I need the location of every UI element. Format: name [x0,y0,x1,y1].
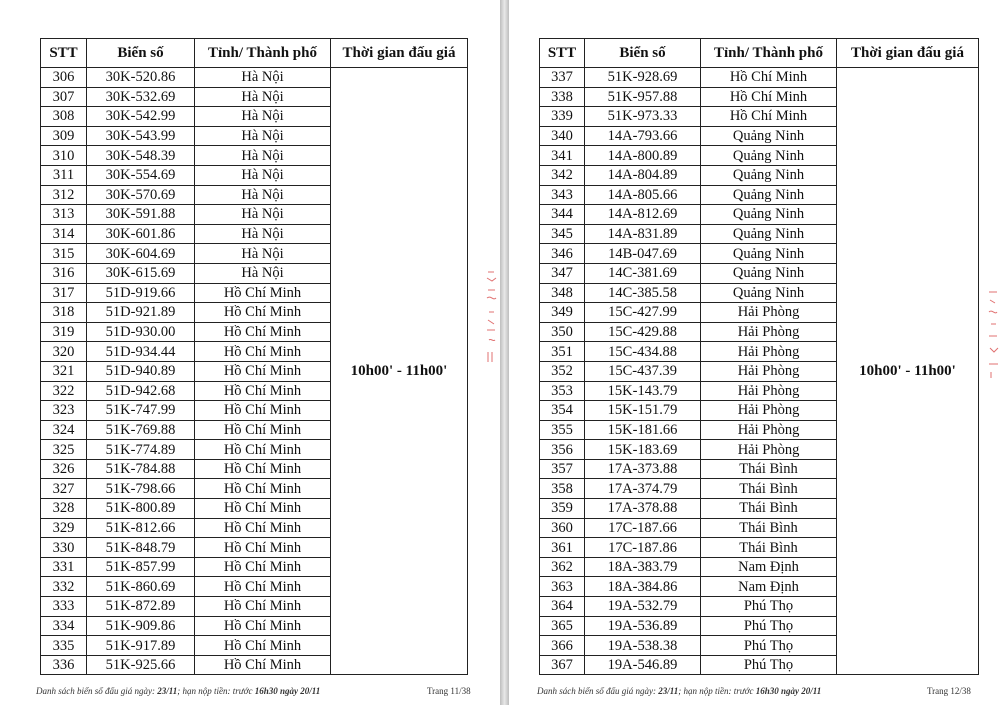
cell-province: Thái Bình [701,518,837,538]
cell-province: Hồ Chí Minh [195,459,331,479]
cell-plate: 51K-857.99 [87,557,195,577]
footer-note-right [537,686,821,696]
cell-stt: 347 [540,263,585,283]
cell-stt: 311 [41,165,87,185]
cell-plate: 51K-774.89 [87,440,195,460]
header-province: Tỉnh/ Thành phố [195,39,331,68]
cell-plate: 14A-800.89 [585,146,701,166]
table-header-row [540,39,979,68]
cell-plate: 19A-538.38 [585,636,701,656]
footer-deadline: 16h30 ngày 20/11 [254,686,321,696]
cell-plate: 30K-554.69 [87,165,195,185]
cell-stt: 341 [540,146,585,166]
cell-stt: 309 [41,126,87,146]
cell-plate: 51K-957.88 [585,87,701,107]
header-province: Tỉnh/ Thành phố [701,39,837,68]
cell-plate: 51K-925.66 [87,655,195,675]
cell-province: Hồ Chí Minh [195,577,331,597]
cell-province: Hồ Chí Minh [195,401,331,421]
cell-plate: 30K-548.39 [87,146,195,166]
cell-plate: 51D-921.89 [87,303,195,323]
cell-province: Quảng Ninh [701,263,837,283]
table-row [41,68,468,88]
cell-stt: 338 [540,87,585,107]
plate-table-right [539,38,979,675]
cell-province: Hồ Chí Minh [195,303,331,323]
cell-stt: 310 [41,146,87,166]
cell-stt: 320 [41,342,87,362]
cell-province: Hà Nội [195,224,331,244]
cell-plate: 51K-798.66 [87,479,195,499]
cell-stt: 319 [41,322,87,342]
cell-stt: 367 [540,655,585,675]
cell-province: Hải Phòng [701,303,837,323]
cell-province: Quảng Ninh [701,185,837,205]
cell-plate: 15K-183.69 [585,440,701,460]
cell-province: Phú Thọ [701,616,837,636]
cell-plate: 17C-187.86 [585,538,701,558]
cell-plate: 30K-570.69 [87,185,195,205]
cell-plate: 51K-928.69 [585,68,701,88]
cell-plate: 15C-427.99 [585,303,701,323]
cell-province: Phú Thọ [701,636,837,656]
header-plate: Biển số [585,39,701,68]
cell-plate: 30K-604.69 [87,244,195,264]
cell-stt: 344 [540,205,585,225]
cell-stt: 335 [41,636,87,656]
cell-stt: 351 [540,342,585,362]
cell-province: Hồ Chí Minh [195,616,331,636]
header-time: Thời gian đấu giá [331,39,468,68]
cell-stt: 322 [41,381,87,401]
cell-stt: 306 [41,68,87,88]
cell-plate: 51D-919.66 [87,283,195,303]
cell-stt: 357 [540,459,585,479]
cell-province: Hà Nội [195,68,331,88]
cell-stt: 361 [540,538,585,558]
cell-plate: 51K-917.89 [87,636,195,656]
cell-plate: 30K-532.69 [87,87,195,107]
cell-plate: 19A-532.79 [585,597,701,617]
cell-province: Quảng Ninh [701,146,837,166]
cell-stt: 330 [41,538,87,558]
cell-province: Thái Bình [701,538,837,558]
cell-province: Hà Nội [195,244,331,264]
table-body-right [540,68,979,675]
cell-stt: 355 [540,420,585,440]
cell-province: Hà Nội [195,87,331,107]
cell-stt: 365 [540,616,585,636]
cell-stt: 334 [41,616,87,636]
cell-province: Hồ Chí Minh [195,283,331,303]
cell-plate: 15C-429.88 [585,322,701,342]
cell-plate: 14A-805.66 [585,185,701,205]
cell-province: Hồ Chí Minh [195,538,331,558]
table-header-row [41,39,468,68]
cell-stt: 359 [540,499,585,519]
cell-province: Hải Phòng [701,322,837,342]
cell-province: Hà Nội [195,263,331,283]
cell-province: Quảng Ninh [701,126,837,146]
cell-plate: 30K-543.99 [87,126,195,146]
cell-stt: 364 [540,597,585,617]
cell-plate: 30K-542.99 [87,107,195,127]
cell-stt: 362 [540,557,585,577]
cell-plate: 51K-784.88 [87,459,195,479]
cell-province: Hồ Chí Minh [195,636,331,656]
cell-plate: 18A-384.86 [585,577,701,597]
cell-province: Hải Phòng [701,420,837,440]
footer-prefix: Danh sách biển số đấu giá ngày: [537,686,656,696]
footer-mid: ; hạn nộp tiền: trước [678,686,754,696]
cell-stt: 321 [41,361,87,381]
cell-stt: 348 [540,283,585,303]
cell-stt: 366 [540,636,585,656]
cell-province: Hà Nội [195,185,331,205]
cell-plate: 15K-151.79 [585,401,701,421]
cell-stt: 340 [540,126,585,146]
cell-province: Quảng Ninh [701,165,837,185]
cell-stt: 358 [540,479,585,499]
cell-stt: 352 [540,361,585,381]
footer-mid: ; hạn nộp tiền: trước [177,686,253,696]
cell-province: Hồ Chí Minh [701,87,837,107]
cell-stt: 332 [41,577,87,597]
header-stt: STT [41,39,87,68]
cell-province: Phú Thọ [701,597,837,617]
cell-stt: 363 [540,577,585,597]
cell-stt: 343 [540,185,585,205]
cell-province: Quảng Ninh [701,205,837,225]
cell-plate: 15K-143.79 [585,381,701,401]
cell-plate: 30K-615.69 [87,263,195,283]
cell-plate: 51K-860.69 [87,577,195,597]
cell-stt: 345 [540,224,585,244]
cell-province: Hồ Chí Minh [195,499,331,519]
cell-province: Hồ Chí Minh [195,361,331,381]
cell-stt: 328 [41,499,87,519]
cell-plate: 14C-381.69 [585,263,701,283]
cell-stt: 318 [41,303,87,323]
cell-plate: 14C-385.58 [585,283,701,303]
page-number-left: Trang 11/38 [427,686,471,696]
cell-stt: 337 [540,68,585,88]
cell-plate: 15C-434.88 [585,342,701,362]
cell-stt: 331 [41,557,87,577]
cell-province: Quảng Ninh [701,283,837,303]
cell-province: Hải Phòng [701,361,837,381]
cell-stt: 324 [41,420,87,440]
margin-stamp-icon [986,288,1000,380]
cell-plate: 14B-047.69 [585,244,701,264]
cell-province: Hồ Chí Minh [195,440,331,460]
cell-province: Thái Bình [701,459,837,479]
cell-stt: 349 [540,303,585,323]
cell-stt: 333 [41,597,87,617]
cell-province: Hồ Chí Minh [195,381,331,401]
cell-province: Quảng Ninh [701,224,837,244]
cell-plate: 18A-383.79 [585,557,701,577]
cell-province: Hải Phòng [701,381,837,401]
cell-plate: 51K-909.86 [87,616,195,636]
cell-province: Hà Nội [195,165,331,185]
header-stt: STT [540,39,585,68]
cell-plate: 15K-181.66 [585,420,701,440]
cell-province: Nam Định [701,577,837,597]
cell-plate: 17C-187.66 [585,518,701,538]
cell-plate: 30K-520.86 [87,68,195,88]
cell-stt: 354 [540,401,585,421]
cell-stt: 312 [41,185,87,205]
cell-auction-time: 10h00' - 11h00' [837,68,979,675]
cell-plate: 51D-934.44 [87,342,195,362]
cell-province: Hồ Chí Minh [195,597,331,617]
cell-province: Hải Phòng [701,342,837,362]
cell-stt: 339 [540,107,585,127]
cell-plate: 19A-546.89 [585,655,701,675]
cell-stt: 313 [41,205,87,225]
document-page-right [509,0,1000,705]
cell-plate: 15C-437.39 [585,361,701,381]
header-time: Thời gian đấu giá [837,39,979,68]
cell-stt: 336 [41,655,87,675]
cell-auction-time: 10h00' - 11h00' [331,68,468,675]
cell-province: Hồ Chí Minh [195,557,331,577]
cell-plate: 17A-373.88 [585,459,701,479]
cell-stt: 315 [41,244,87,264]
cell-plate: 14A-793.66 [585,126,701,146]
cell-plate: 14A-812.69 [585,205,701,225]
cell-province: Hà Nội [195,126,331,146]
cell-province: Hà Nội [195,146,331,166]
cell-plate: 51D-940.89 [87,361,195,381]
cell-plate: 51D-930.00 [87,322,195,342]
cell-stt: 350 [540,322,585,342]
cell-plate: 14A-804.89 [585,165,701,185]
cell-plate: 51K-800.89 [87,499,195,519]
footer-date: 23/11 [658,686,679,696]
cell-plate: 51K-848.79 [87,538,195,558]
cell-province: Hồ Chí Minh [195,479,331,499]
cell-province: Hồ Chí Minh [701,107,837,127]
cell-stt: 325 [41,440,87,460]
footer-date: 23/11 [157,686,178,696]
header-plate: Biển số [87,39,195,68]
margin-stamp-icon [484,268,498,368]
cell-stt: 346 [540,244,585,264]
cell-plate: 51K-812.66 [87,518,195,538]
cell-province: Hồ Chí Minh [195,420,331,440]
cell-stt: 317 [41,283,87,303]
cell-stt: 327 [41,479,87,499]
cell-stt: 342 [540,165,585,185]
cell-plate: 14A-831.89 [585,224,701,244]
cell-province: Hà Nội [195,107,331,127]
cell-stt: 360 [540,518,585,538]
cell-province: Hải Phòng [701,440,837,460]
cell-province: Phú Thọ [701,655,837,675]
footer-deadline: 16h30 ngày 20/11 [755,686,822,696]
cell-province: Hồ Chí Minh [195,518,331,538]
cell-province: Nam Định [701,557,837,577]
cell-plate: 51K-769.88 [87,420,195,440]
table-row [540,68,979,88]
cell-plate: 51K-973.33 [585,107,701,127]
cell-stt: 353 [540,381,585,401]
cell-stt: 329 [41,518,87,538]
cell-province: Quảng Ninh [701,244,837,264]
footer-note-left [36,686,320,696]
cell-stt: 314 [41,224,87,244]
cell-plate: 19A-536.89 [585,616,701,636]
cell-plate: 30K-601.86 [87,224,195,244]
cell-stt: 307 [41,87,87,107]
cell-province: Hồ Chí Minh [195,322,331,342]
cell-plate: 51D-942.68 [87,381,195,401]
cell-plate: 51K-872.89 [87,597,195,617]
cell-stt: 308 [41,107,87,127]
page-number-right: Trang 12/38 [927,686,971,696]
plate-table-left [40,38,468,675]
cell-plate: 17A-374.79 [585,479,701,499]
page-gutter [500,0,509,705]
cell-stt: 326 [41,459,87,479]
cell-province: Hồ Chí Minh [195,655,331,675]
cell-plate: 51K-747.99 [87,401,195,421]
cell-province: Hải Phòng [701,401,837,421]
table-body-left [41,68,468,675]
footer-prefix: Danh sách biển số đấu giá ngày: [36,686,155,696]
cell-province: Hồ Chí Minh [195,342,331,362]
cell-plate: 30K-591.88 [87,205,195,225]
cell-stt: 323 [41,401,87,421]
cell-province: Hồ Chí Minh [701,68,837,88]
cell-province: Thái Bình [701,479,837,499]
cell-province: Thái Bình [701,499,837,519]
cell-stt: 356 [540,440,585,460]
cell-province: Hà Nội [195,205,331,225]
cell-plate: 17A-378.88 [585,499,701,519]
cell-stt: 316 [41,263,87,283]
